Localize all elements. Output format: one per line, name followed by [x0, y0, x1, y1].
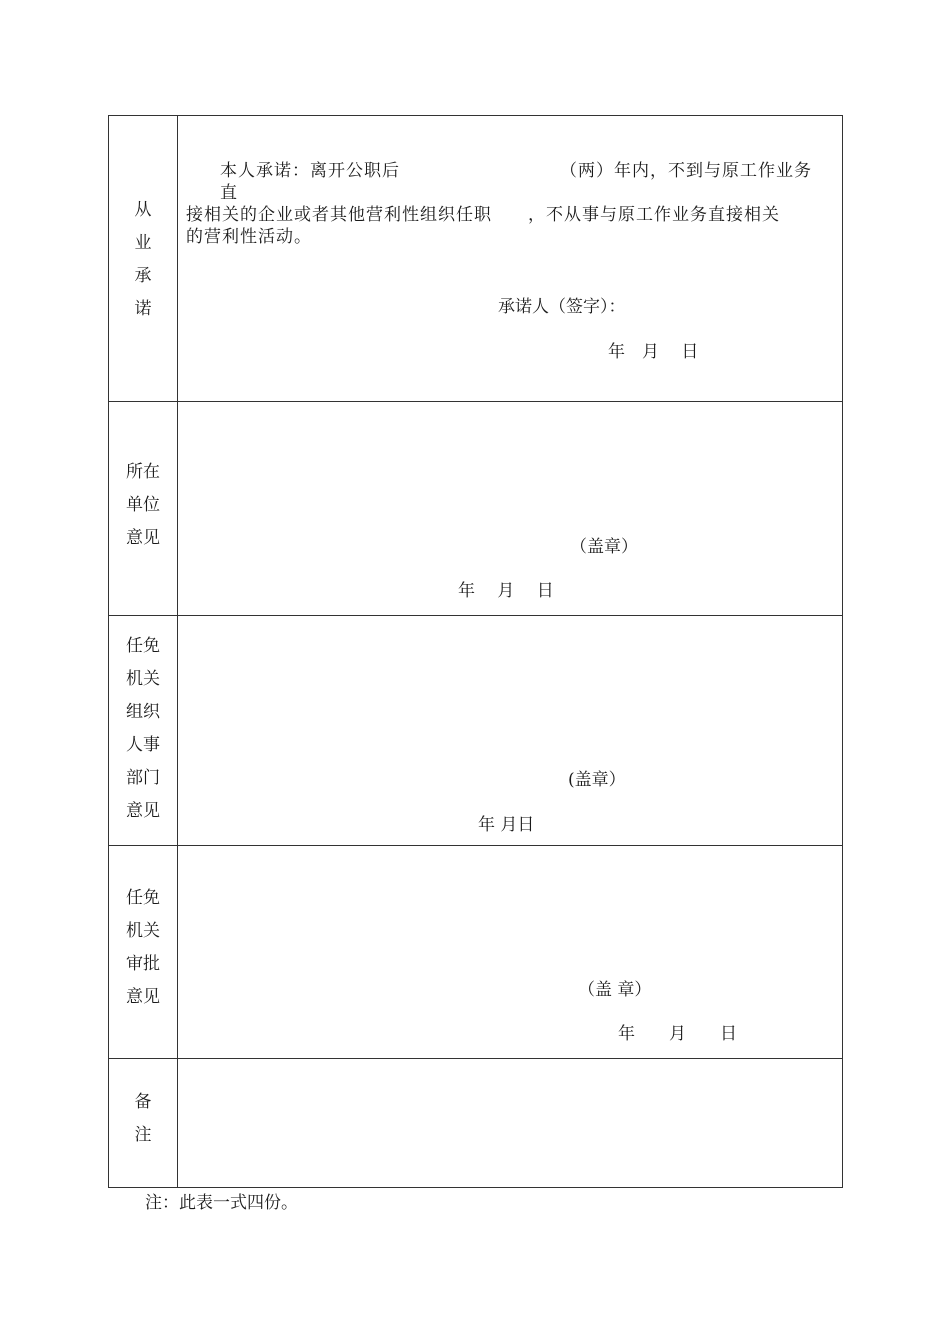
unit-opinion-content-cell[interactable] [178, 402, 843, 616]
commitment-label [109, 194, 177, 326]
commitment-row [109, 116, 843, 402]
footnote: 注：此表一式四份。 [145, 1193, 298, 1213]
unit-opinion-date: 年 月 日 [458, 581, 554, 601]
commitment-text-line3: 的营利性活动。 [186, 227, 312, 247]
unit-opinion-label-cell [109, 402, 178, 616]
remarks-content-cell[interactable] [178, 1059, 843, 1188]
remarks-label [109, 1086, 177, 1152]
label-char: 诺 [134, 299, 152, 319]
commitment-text-line2-a: 接相关的企业或者其他营利性组织任职 [186, 205, 492, 225]
hr-opinion-label-cell [109, 616, 178, 846]
label-char: 组织 [126, 702, 160, 722]
label-char: 意见 [126, 801, 160, 821]
label-char: 任免 [126, 636, 160, 656]
commitment-date: 年 月 日 [608, 342, 699, 362]
unit-opinion-label [109, 456, 177, 555]
approval-label [109, 882, 177, 1014]
approval-seal: （盖 章） [578, 980, 652, 1000]
remarks-label-cell [109, 1059, 178, 1188]
unit-seal: （盖章） [570, 537, 638, 557]
label-char: 备 [134, 1092, 152, 1112]
label-char: 承 [134, 266, 152, 286]
unit-opinion-row [109, 402, 843, 616]
label-char: 机关 [126, 921, 160, 941]
label-char: 人事 [126, 735, 160, 755]
label-char: 注 [134, 1125, 152, 1145]
label-char: 单位 [126, 495, 160, 515]
hr-opinion-row [109, 616, 843, 846]
label-char: 意见 [126, 528, 160, 548]
approval-date: 年 月 日 [618, 1024, 737, 1044]
label-char: 业 [134, 233, 152, 253]
hr-opinion-content-cell[interactable] [178, 616, 843, 846]
label-char: 审批 [126, 954, 160, 974]
hr-opinion-date: 年 月日 [478, 815, 535, 835]
approval-form-table [108, 115, 843, 1188]
hr-seal: (盖章） [568, 770, 626, 790]
commitment-text-line1-a: 本人承诺：离开公职后 [220, 161, 400, 181]
label-char: 机关 [126, 669, 160, 689]
hr-opinion-label [109, 630, 177, 828]
signature-label: 承诺人（签字）： [498, 297, 626, 317]
commitment-text-line1-b: （两）年内，不到与原工作业务直 [220, 161, 812, 203]
label-char: 从 [134, 200, 152, 220]
label-char: 任免 [126, 888, 160, 908]
approval-content-cell[interactable] [178, 846, 843, 1059]
label-char: 意见 [126, 987, 160, 1007]
remarks-row [109, 1059, 843, 1188]
approval-label-cell [109, 846, 178, 1059]
commitment-text [186, 160, 826, 248]
label-char: 所在 [126, 462, 160, 482]
approval-row [109, 846, 843, 1059]
label-char: 部门 [126, 768, 160, 788]
commitment-text-line2-b: ，不从事与原工作业务直接相关 [528, 205, 780, 225]
commitment-content-cell[interactable] [178, 116, 843, 402]
commitment-label-cell [109, 116, 178, 402]
